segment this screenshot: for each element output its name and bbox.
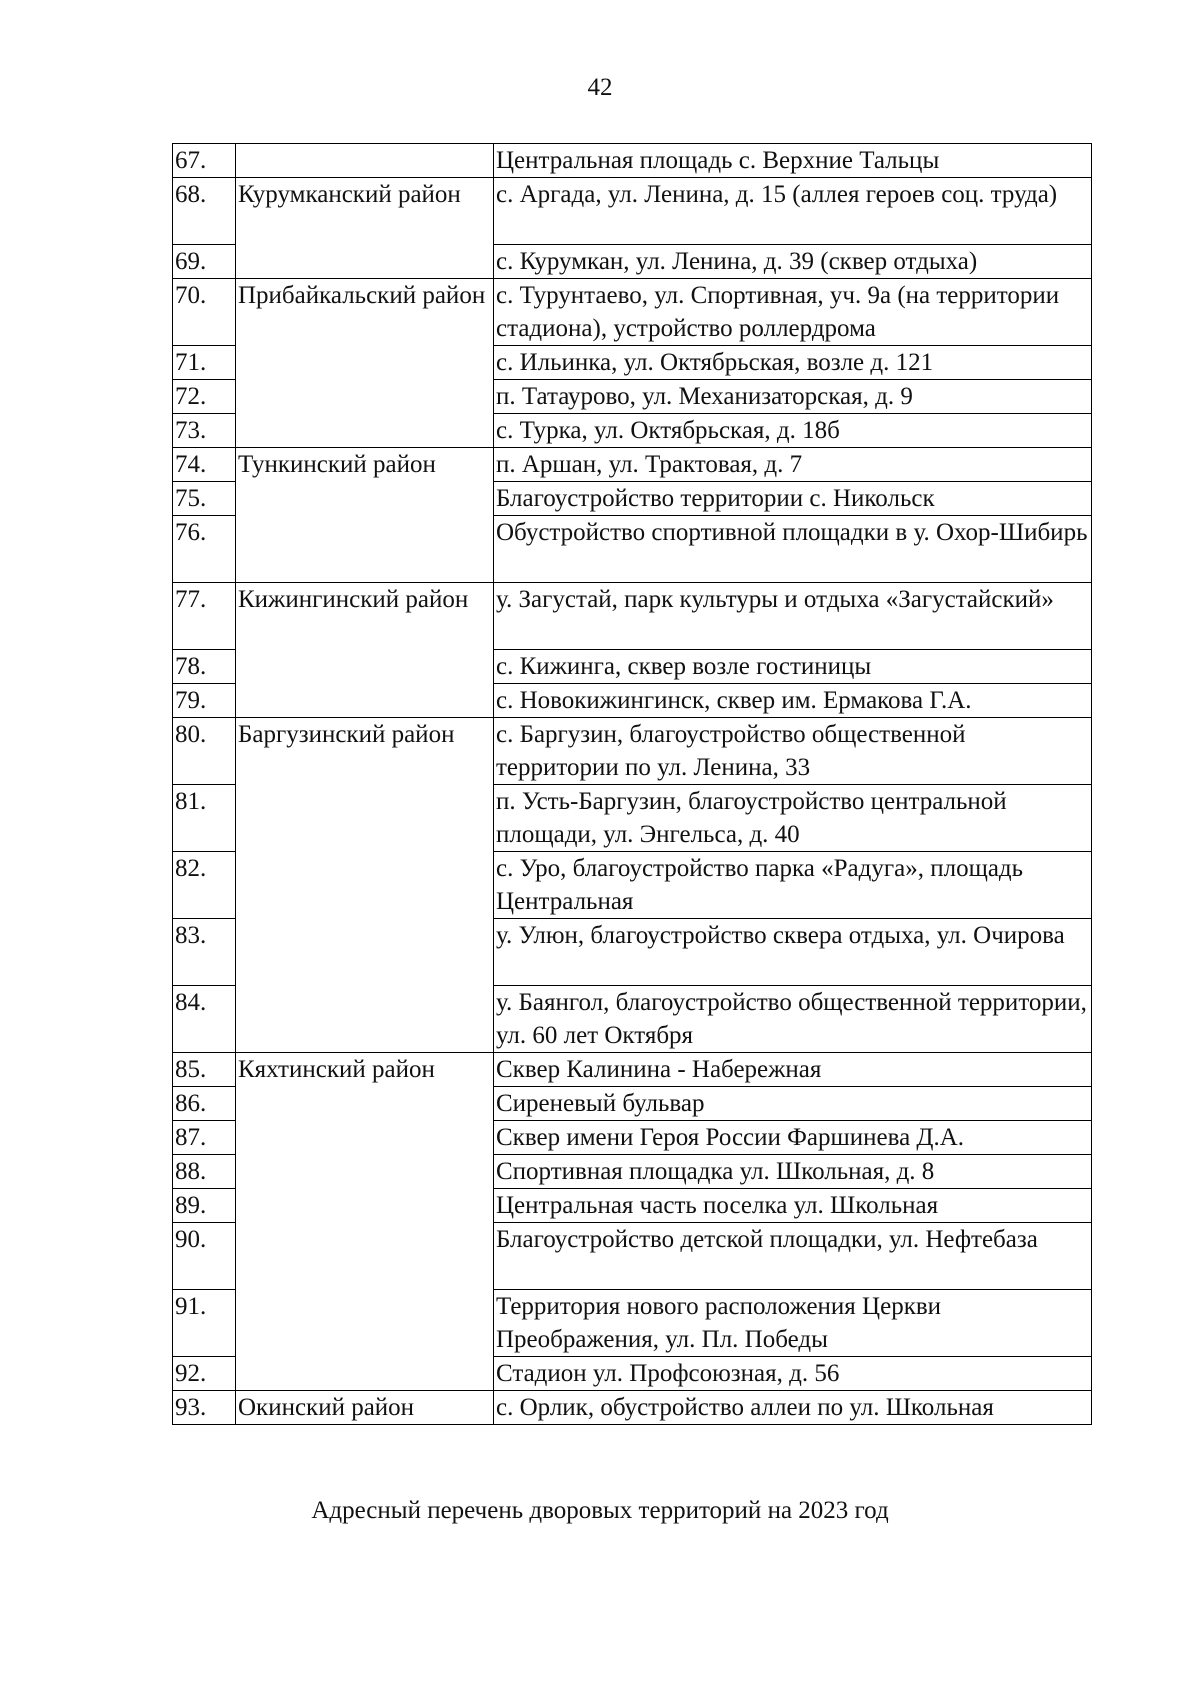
- row-number: 73.: [173, 414, 236, 448]
- district-cell: Кяхтинский район: [236, 1053, 494, 1391]
- row-number: 72.: [173, 380, 236, 414]
- address-cell: с. Курумкан, ул. Ленина, д. 39 (сквер отдыха): [494, 245, 1092, 279]
- address-cell: Центральная часть поселка ул. Школьная: [494, 1189, 1092, 1223]
- page-number: 42: [587, 74, 613, 101]
- address-cell: с. Баргузин, благоустройство общественной территории по ул. Ленина, 33: [494, 718, 1092, 785]
- row-number: 83.: [173, 919, 236, 986]
- address-cell: с. Ильинка, ул. Октябрьская, возле д. 121: [494, 346, 1092, 380]
- row-number: 80.: [173, 718, 236, 785]
- row-number: 81.: [173, 785, 236, 852]
- row-number: 89.: [173, 1189, 236, 1223]
- address-cell: с. Турунтаево, ул. Спортивная, уч. 9а (на территории стадиона), устройство роллердрома: [494, 279, 1092, 346]
- address-cell: Центральная площадь с. Верхние Тальцы: [494, 144, 1092, 178]
- address-cell: п. Усть-Баргузин, благоустройство центральной площади, ул. Энгельса, д. 40: [494, 785, 1092, 852]
- table-row: [173, 1391, 1092, 1425]
- row-number: 76.: [173, 516, 236, 583]
- address-cell: Стадион ул. Профсоюзная, д. 56: [494, 1357, 1092, 1391]
- address-cell: с. Уро, благоустройство парка «Радуга», площадь Центральная: [494, 852, 1092, 919]
- row-number: 91.: [173, 1290, 236, 1357]
- row-number: 68.: [173, 178, 236, 245]
- address-cell: Обустройство спортивной площадки в у. Охор-Шибирь: [494, 516, 1092, 583]
- address-cell: с. Кижинга, сквер возле гостиницы: [494, 650, 1092, 684]
- row-number: 70.: [173, 279, 236, 346]
- table-row: [173, 144, 1092, 178]
- row-number: 85.: [173, 1053, 236, 1087]
- row-number: 71.: [173, 346, 236, 380]
- district-cell: Тункинский район: [236, 448, 494, 583]
- row-number: 75.: [173, 482, 236, 516]
- row-number: 87.: [173, 1121, 236, 1155]
- table-row: [173, 1053, 1092, 1087]
- address-cell: Сквер Калинина - Набережная: [494, 1053, 1092, 1087]
- district-cell: Прибайкальский район: [236, 279, 494, 448]
- address-cell: у. Баянгол, благоустройство общественной территории, ул. 60 лет Октября: [494, 986, 1092, 1053]
- row-number: 69.: [173, 245, 236, 279]
- row-number: 79.: [173, 684, 236, 718]
- district-cell: [236, 144, 494, 178]
- row-number: 92.: [173, 1357, 236, 1391]
- address-cell: с. Новокижингинск, сквер им. Ермакова Г.А.: [494, 684, 1092, 718]
- section-heading: Адресный перечень дворовых территорий на 2023 год: [311, 1497, 889, 1524]
- row-number: 82.: [173, 852, 236, 919]
- district-cell: Курумканский район: [236, 178, 494, 279]
- address-cell: с. Орлик, обустройство аллеи по ул. Школьная: [494, 1391, 1092, 1425]
- address-cell: Сиреневый бульвар: [494, 1087, 1092, 1121]
- row-number: 88.: [173, 1155, 236, 1189]
- table-row: [173, 583, 1092, 650]
- address-cell: Территория нового расположения Церкви Преображения, ул. Пл. Победы: [494, 1290, 1092, 1357]
- row-number: 86.: [173, 1087, 236, 1121]
- district-cell: Кижингинский район: [236, 583, 494, 718]
- table-row: [173, 279, 1092, 346]
- row-number: 67.: [173, 144, 236, 178]
- row-number: 84.: [173, 986, 236, 1053]
- address-cell: с. Аргада, ул. Ленина, д. 15 (аллея героев соц. труда): [494, 178, 1092, 245]
- row-number: 78.: [173, 650, 236, 684]
- district-cell: Окинский район: [236, 1391, 494, 1425]
- address-cell: у. Улюн, благоустройство сквера отдыха, ул. Очирова: [494, 919, 1092, 986]
- table-row: [173, 718, 1092, 785]
- district-cell: Баргузинский район: [236, 718, 494, 1053]
- address-cell: у. Загустай, парк культуры и отдыха «Загустайский»: [494, 583, 1092, 650]
- table-row: [173, 178, 1092, 245]
- row-number: 90.: [173, 1223, 236, 1290]
- address-table: [172, 143, 1092, 1425]
- row-number: 93.: [173, 1391, 236, 1425]
- address-cell: Благоустройство детской площадки, ул. Нефтебаза: [494, 1223, 1092, 1290]
- address-cell: Благоустройство территории с. Никольск: [494, 482, 1092, 516]
- address-cell: п. Аршан, ул. Трактовая, д. 7: [494, 448, 1092, 482]
- table-row: [173, 448, 1092, 482]
- address-cell: Спортивная площадка ул. Школьная, д. 8: [494, 1155, 1092, 1189]
- address-cell: с. Турка, ул. Октябрьская, д. 18б: [494, 414, 1092, 448]
- address-cell: Сквер имени Героя России Фаршинева Д.А.: [494, 1121, 1092, 1155]
- row-number: 77.: [173, 583, 236, 650]
- row-number: 74.: [173, 448, 236, 482]
- address-cell: п. Татаурово, ул. Механизаторская, д. 9: [494, 380, 1092, 414]
